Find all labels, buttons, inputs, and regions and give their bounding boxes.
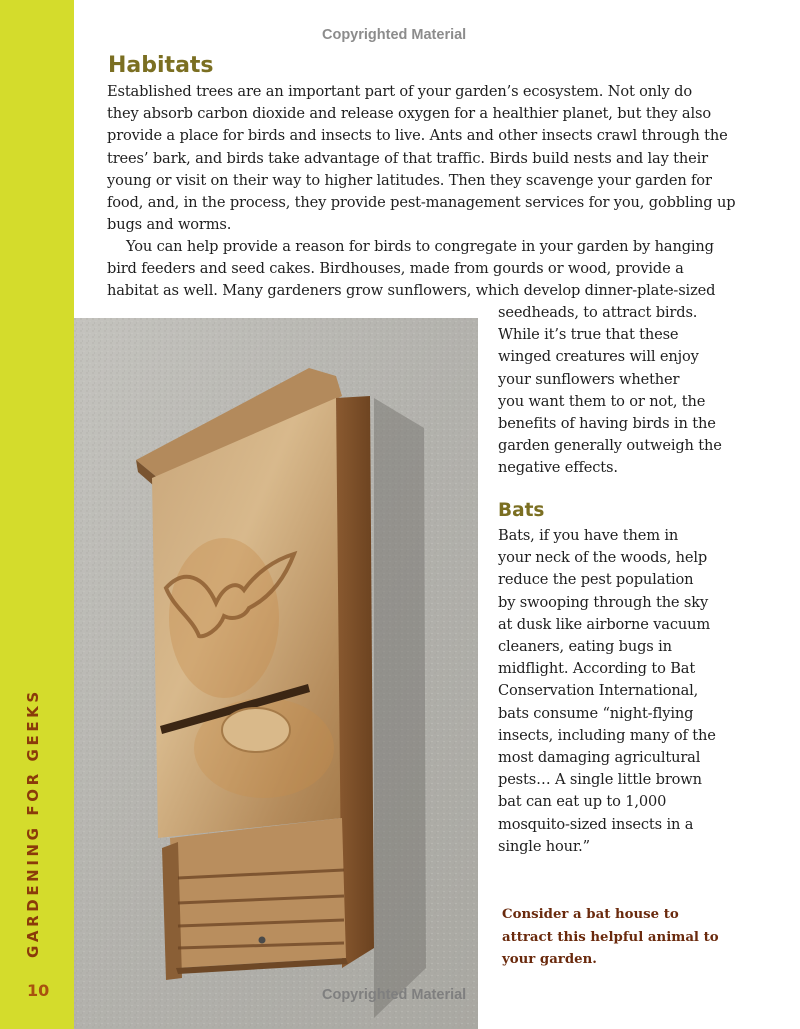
text-line: insects, including many of the bbox=[498, 726, 716, 744]
text-line: You can help provide a reason for birds to congregate in your garden by hanging bbox=[126, 238, 714, 255]
text-line: at dusk like airborne vacuum bbox=[498, 615, 711, 633]
text-line: by swooping through the sky bbox=[498, 593, 709, 611]
habitats-paragraph-2 bbox=[107, 236, 717, 303]
habitats-paragraph-1 bbox=[107, 81, 736, 236]
text-line: winged creatures will enjoy bbox=[498, 348, 699, 366]
watermark-bottom: Copyrighted Material bbox=[322, 987, 467, 1003]
text-line: single hour.” bbox=[498, 837, 590, 855]
text-line: pests… A single little brown bbox=[498, 771, 702, 789]
text-line: garden generally outweigh the bbox=[498, 437, 722, 455]
text-line: your neck of the woods, help bbox=[498, 549, 708, 567]
bat-house-photo bbox=[74, 318, 478, 1029]
bats-paragraph bbox=[498, 525, 718, 858]
habitats-heading: Habitats bbox=[108, 53, 214, 78]
text-line: you want them to or not, the bbox=[498, 392, 706, 410]
photo-caption bbox=[502, 904, 719, 972]
text-line: your garden. bbox=[502, 952, 597, 967]
text-line: Established trees are an important part of your garden’s ecosystem. Not only do bbox=[107, 83, 692, 100]
text-line: young or visit on their way to higher latitudes. Then they scavenge your garden for bbox=[107, 171, 712, 189]
text-line: Consider a bat house to bbox=[502, 907, 679, 922]
text-line: attract this helpful animal to bbox=[502, 929, 719, 945]
book-title-vertical: GARDENING FOR GEEKS bbox=[24, 688, 42, 958]
page-number: 10 bbox=[27, 981, 50, 1000]
text-line: reduce the pest population bbox=[498, 571, 694, 589]
text-line: they absorb carbon dioxide and release oxygen for a healthier planet, but they also bbox=[107, 105, 711, 123]
text-line: most damaging agricultural bbox=[498, 749, 701, 767]
text-line: Conservation International, bbox=[498, 682, 699, 700]
text-line: food, and, in the process, they provide pest-management services for you, gobbling up bbox=[107, 194, 736, 212]
text-line: bat can eat up to 1,000 bbox=[498, 793, 667, 811]
text-line: your sunflowers whether bbox=[498, 370, 680, 388]
habitats-paragraph-2-continued bbox=[498, 302, 722, 480]
text-line: seedheads, to attract birds. bbox=[498, 304, 698, 321]
text-line: midflight. According to Bat bbox=[498, 660, 696, 678]
watermark-top: Copyrighted Material bbox=[322, 27, 467, 43]
text-line: bird feeders and seed cakes. Birdhouses, made from gourds or wood, provide a bbox=[107, 260, 684, 278]
text-line: bats consume “night-flying bbox=[498, 704, 694, 722]
text-line: provide a place for birds and insects to live. Ants and other insects crawl through the bbox=[107, 127, 728, 145]
text-line: cleaners, eating bugs in bbox=[498, 638, 672, 656]
text-line: While it’s true that these bbox=[498, 326, 679, 344]
text-line: bugs and worms. bbox=[107, 216, 232, 234]
text-line: habitat as well. Many gardeners grow sunflowers, which develop dinner-plate-sized bbox=[107, 282, 716, 300]
text-line: benefits of having birds in the bbox=[498, 415, 716, 433]
text-line: mosquito-sized insects in a bbox=[498, 815, 694, 833]
text-line: Bats, if you have them in bbox=[498, 527, 679, 544]
text-line: trees’ bark, and birds take advantage of that traffic. Birds build nests and lay their bbox=[107, 149, 708, 167]
text-line: negative effects. bbox=[498, 459, 618, 477]
bats-heading: Bats bbox=[498, 500, 545, 521]
